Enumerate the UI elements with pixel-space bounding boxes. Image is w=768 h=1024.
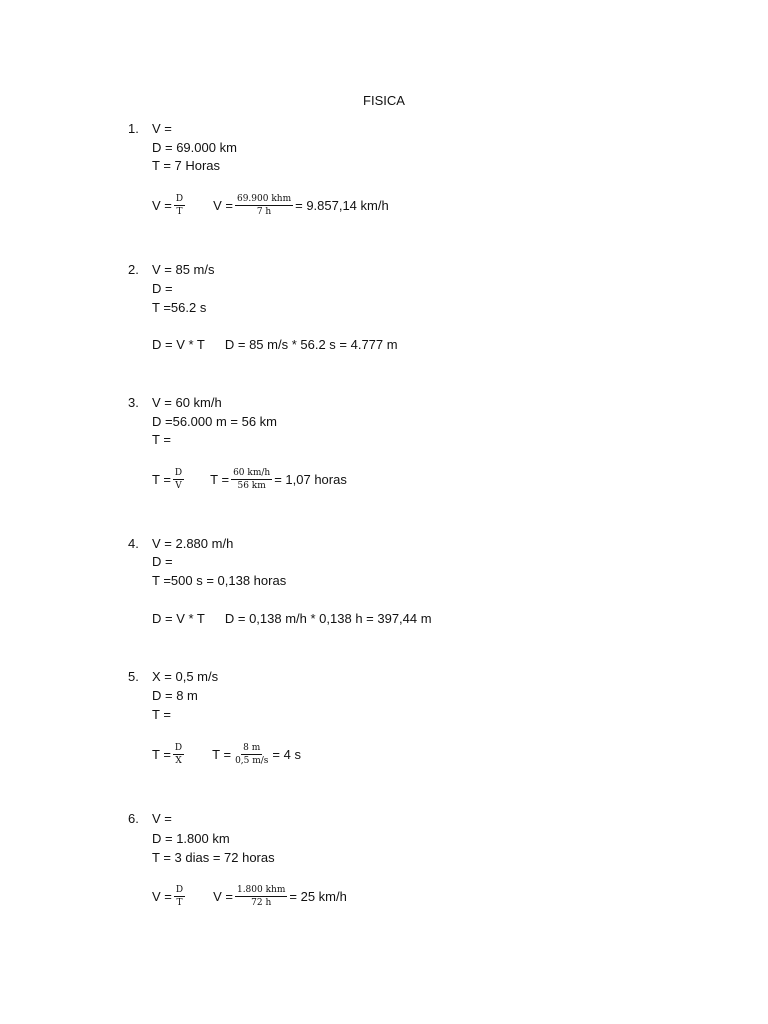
given-velocity: V = xyxy=(152,121,172,136)
given-time: T = xyxy=(152,707,171,722)
page-title: FISICA xyxy=(363,93,405,108)
given-distance: D = 69.000 km xyxy=(152,140,237,155)
fraction-numerator: 60 km/h xyxy=(233,468,271,478)
fraction-denominator: T xyxy=(176,898,183,908)
symbolic-fraction xyxy=(174,194,185,217)
formula-line xyxy=(152,194,389,217)
fraction-denominator: 56 km xyxy=(237,481,266,491)
formula-lhs: V = xyxy=(152,198,172,213)
given-distance: D = xyxy=(152,554,173,569)
fraction-denominator: X xyxy=(175,756,182,766)
problem-number: 5. xyxy=(128,669,139,684)
problem-number: 2. xyxy=(128,262,139,277)
problem-number: 3. xyxy=(128,395,139,410)
formula-lhs-2: V = xyxy=(213,198,233,213)
formula-result: D = 85 m/s * 56.2 s = 4.777 m xyxy=(224,337,398,352)
problem-number: 4. xyxy=(128,536,139,551)
given-time: T = 7 Horas xyxy=(152,158,221,173)
formula-general: D = V * T xyxy=(152,611,205,626)
fraction-denominator: 7 h xyxy=(256,207,272,217)
fraction-denominator: 0,5 m/s xyxy=(235,756,269,766)
fraction-denominator: T xyxy=(176,207,183,217)
given-distance: D = xyxy=(152,281,173,296)
formula-result: = 4 s xyxy=(272,747,301,762)
fraction-numerator: 1.800 khm xyxy=(236,885,286,895)
formula-line xyxy=(152,743,301,766)
problem-number: 6. xyxy=(128,811,139,826)
given-velocity: X = 0,5 m/s xyxy=(152,669,219,684)
formula-lhs: V = xyxy=(152,889,172,904)
formula-result: = 9.857,14 km/h xyxy=(295,198,389,213)
symbolic-fraction xyxy=(173,468,184,491)
formula-line xyxy=(152,468,347,491)
formula-lhs-2: T = xyxy=(210,472,230,487)
formula-general: D = V * T xyxy=(152,337,205,352)
formula-result: D = 0,138 m/h * 0,138 h = 397,44 m xyxy=(224,611,432,626)
fraction-numerator: D xyxy=(174,468,183,478)
problem-number: 1. xyxy=(128,121,139,136)
given-velocity: V = xyxy=(152,811,172,826)
formula-result: = 25 km/h xyxy=(289,889,347,904)
given-velocity: V = 60 km/h xyxy=(152,395,222,410)
symbolic-fraction xyxy=(173,743,184,766)
fraction-numerator: D xyxy=(175,194,184,204)
numeric-fraction xyxy=(235,194,293,217)
given-velocity: V = 85 m/s xyxy=(152,262,215,277)
formula-lhs-2: T = xyxy=(212,747,232,762)
given-distance: D = 8 m xyxy=(152,688,198,703)
given-distance: D = 1.800 km xyxy=(152,831,230,846)
numeric-fraction xyxy=(233,743,270,766)
given-time: T =500 s = 0,138 horas xyxy=(152,573,287,588)
given-time: T = 3 dias = 72 horas xyxy=(152,850,275,865)
formula-lhs: T = xyxy=(152,472,171,487)
fraction-denominator: 72 h xyxy=(251,898,272,908)
fraction-numerator: D xyxy=(174,743,183,753)
given-time: T = xyxy=(152,432,171,447)
given-time: T =56.2 s xyxy=(152,300,207,315)
fraction-denominator: V xyxy=(175,481,182,491)
fraction-numerator: 69.900 khm xyxy=(236,194,292,204)
given-distance: D =56.000 m = 56 km xyxy=(152,414,278,429)
formula-line xyxy=(152,337,398,352)
symbolic-fraction xyxy=(174,885,185,908)
numeric-fraction xyxy=(235,885,287,908)
numeric-fraction xyxy=(231,468,272,491)
formula-result: = 1,07 horas xyxy=(274,472,347,487)
formula-line xyxy=(152,885,347,908)
fraction-numerator: D xyxy=(175,885,184,895)
formula-lhs: T = xyxy=(152,747,171,762)
formula-line xyxy=(152,611,432,626)
given-velocity: V = 2.880 m/h xyxy=(152,536,234,551)
formula-lhs-2: V = xyxy=(213,889,233,904)
fraction-numerator: 8 m xyxy=(243,743,261,753)
